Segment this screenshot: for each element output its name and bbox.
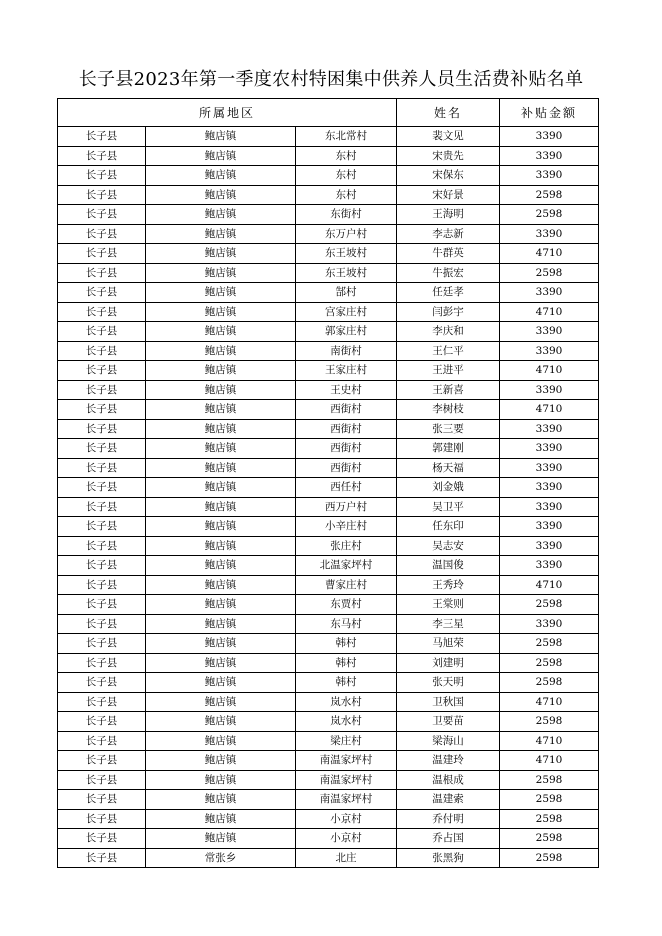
town-cell: 鲍店镇	[146, 653, 296, 673]
name-cell: 马旭荣	[397, 634, 500, 654]
county-cell: 长子县	[58, 263, 146, 283]
table-row	[58, 770, 599, 790]
amount-cell: 3390	[500, 478, 599, 498]
table-row	[58, 673, 599, 693]
county-cell: 长子县	[58, 224, 146, 244]
town-cell: 鲍店镇	[146, 302, 296, 322]
table-header-row	[58, 99, 599, 127]
table-row	[58, 263, 599, 283]
amount-cell: 3390	[500, 517, 599, 537]
county-cell: 长子县	[58, 692, 146, 712]
name-cell: 王新喜	[397, 380, 500, 400]
village-cell: 东王坡村	[296, 263, 397, 283]
county-cell: 长子县	[58, 634, 146, 654]
amount-cell: 2598	[500, 263, 599, 283]
amount-cell: 2598	[500, 205, 599, 225]
village-cell: 郭家庄村	[296, 322, 397, 342]
name-cell: 温建索	[397, 790, 500, 810]
village-cell: 韩村	[296, 653, 397, 673]
table-row	[58, 497, 599, 517]
table-row	[58, 575, 599, 595]
name-cell: 卫要苗	[397, 712, 500, 732]
amount-cell: 4710	[500, 400, 599, 420]
name-cell: 乔占国	[397, 829, 500, 849]
subsidy-table	[57, 98, 599, 868]
table-row	[58, 731, 599, 751]
name-cell: 任廷孝	[397, 283, 500, 303]
county-cell: 长子县	[58, 458, 146, 478]
town-cell: 鲍店镇	[146, 575, 296, 595]
table-row	[58, 751, 599, 771]
village-cell: 西街村	[296, 400, 397, 420]
table-row	[58, 809, 599, 829]
village-cell: 南街村	[296, 341, 397, 361]
village-cell: 西万户村	[296, 497, 397, 517]
village-cell: 东贾村	[296, 595, 397, 615]
amount-cell: 2598	[500, 790, 599, 810]
amount-cell: 2598	[500, 673, 599, 693]
table-row	[58, 380, 599, 400]
header-amount: 补贴金额	[500, 99, 599, 127]
county-cell: 长子县	[58, 322, 146, 342]
table-row	[58, 185, 599, 205]
county-cell: 长子县	[58, 419, 146, 439]
name-cell: 乔付明	[397, 809, 500, 829]
county-cell: 长子县	[58, 341, 146, 361]
table-row	[58, 556, 599, 576]
table-row	[58, 146, 599, 166]
name-cell: 温根成	[397, 770, 500, 790]
name-cell: 闫彭宇	[397, 302, 500, 322]
village-cell: 小京村	[296, 809, 397, 829]
county-cell: 长子县	[58, 751, 146, 771]
village-cell: 南温家坪村	[296, 790, 397, 810]
name-cell: 李三星	[397, 614, 500, 634]
town-cell: 鲍店镇	[146, 556, 296, 576]
village-cell: 宫家庄村	[296, 302, 397, 322]
county-cell: 长子县	[58, 439, 146, 459]
county-cell: 长子县	[58, 185, 146, 205]
name-cell: 张天明	[397, 673, 500, 693]
amount-cell: 4710	[500, 244, 599, 264]
name-cell: 李庆和	[397, 322, 500, 342]
name-cell: 刘金娥	[397, 478, 500, 498]
county-cell: 长子县	[58, 146, 146, 166]
village-cell: 韩村	[296, 634, 397, 654]
county-cell: 长子县	[58, 517, 146, 537]
amount-cell: 3390	[500, 614, 599, 634]
name-cell: 吴志安	[397, 536, 500, 556]
amount-cell: 2598	[500, 653, 599, 673]
amount-cell: 2598	[500, 809, 599, 829]
town-cell: 鲍店镇	[146, 127, 296, 147]
name-cell: 郭建刚	[397, 439, 500, 459]
table-row	[58, 166, 599, 186]
amount-cell: 2598	[500, 829, 599, 849]
amount-cell: 2598	[500, 595, 599, 615]
town-cell: 鲍店镇	[146, 497, 296, 517]
name-cell: 张三要	[397, 419, 500, 439]
table-row	[58, 536, 599, 556]
village-cell: 东村	[296, 185, 397, 205]
county-cell: 长子县	[58, 556, 146, 576]
amount-cell: 3390	[500, 322, 599, 342]
county-cell: 长子县	[58, 809, 146, 829]
amount-cell: 4710	[500, 751, 599, 771]
village-cell: 曹家庄村	[296, 575, 397, 595]
village-cell: 郜村	[296, 283, 397, 303]
county-cell: 长子县	[58, 205, 146, 225]
village-cell: 小辛庄村	[296, 517, 397, 537]
amount-cell: 3390	[500, 439, 599, 459]
table-row	[58, 790, 599, 810]
name-cell: 王棠则	[397, 595, 500, 615]
name-cell: 任东印	[397, 517, 500, 537]
town-cell: 鲍店镇	[146, 517, 296, 537]
table-body	[58, 127, 599, 868]
table-row	[58, 439, 599, 459]
town-cell: 鲍店镇	[146, 224, 296, 244]
village-cell: 王家庄村	[296, 361, 397, 381]
town-cell: 鲍店镇	[146, 244, 296, 264]
town-cell: 鲍店镇	[146, 673, 296, 693]
county-cell: 长子县	[58, 731, 146, 751]
town-cell: 鲍店镇	[146, 400, 296, 420]
town-cell: 鲍店镇	[146, 692, 296, 712]
town-cell: 鲍店镇	[146, 731, 296, 751]
village-cell: 北庄	[296, 848, 397, 868]
town-cell: 鲍店镇	[146, 439, 296, 459]
village-cell: 东村	[296, 166, 397, 186]
amount-cell: 3390	[500, 419, 599, 439]
village-cell: 南温家坪村	[296, 770, 397, 790]
table-row	[58, 517, 599, 537]
table-row	[58, 595, 599, 615]
table-row	[58, 127, 599, 147]
county-cell: 长子县	[58, 575, 146, 595]
village-cell: 东北常村	[296, 127, 397, 147]
county-cell: 长子县	[58, 536, 146, 556]
name-cell: 吴卫平	[397, 497, 500, 517]
name-cell: 裴文见	[397, 127, 500, 147]
amount-cell: 2598	[500, 185, 599, 205]
amount-cell: 2598	[500, 848, 599, 868]
village-cell: 东王坡村	[296, 244, 397, 264]
county-cell: 长子县	[58, 244, 146, 264]
county-cell: 长子县	[58, 380, 146, 400]
amount-cell: 4710	[500, 302, 599, 322]
town-cell: 鲍店镇	[146, 322, 296, 342]
table-row	[58, 419, 599, 439]
amount-cell: 2598	[500, 712, 599, 732]
village-cell: 西街村	[296, 419, 397, 439]
table-row	[58, 458, 599, 478]
name-cell: 张黑狗	[397, 848, 500, 868]
name-cell: 杨天福	[397, 458, 500, 478]
town-cell: 鲍店镇	[146, 751, 296, 771]
amount-cell: 3390	[500, 146, 599, 166]
county-cell: 长子县	[58, 829, 146, 849]
town-cell: 常张乡	[146, 848, 296, 868]
table-row	[58, 712, 599, 732]
town-cell: 鲍店镇	[146, 458, 296, 478]
table-row	[58, 302, 599, 322]
town-cell: 鲍店镇	[146, 478, 296, 498]
county-cell: 长子县	[58, 848, 146, 868]
name-cell: 王海明	[397, 205, 500, 225]
name-cell: 卫秋国	[397, 692, 500, 712]
village-cell: 东万户村	[296, 224, 397, 244]
village-cell: 西任村	[296, 478, 397, 498]
village-cell: 东马村	[296, 614, 397, 634]
table-row	[58, 322, 599, 342]
table-row	[58, 205, 599, 225]
amount-cell: 4710	[500, 575, 599, 595]
county-cell: 长子县	[58, 283, 146, 303]
name-cell: 牛振宏	[397, 263, 500, 283]
table-row	[58, 244, 599, 264]
town-cell: 鲍店镇	[146, 790, 296, 810]
amount-cell: 2598	[500, 634, 599, 654]
town-cell: 鲍店镇	[146, 536, 296, 556]
amount-cell: 3390	[500, 497, 599, 517]
county-cell: 长子县	[58, 400, 146, 420]
table-row	[58, 400, 599, 420]
town-cell: 鲍店镇	[146, 361, 296, 381]
amount-cell: 3390	[500, 127, 599, 147]
name-cell: 王秀玲	[397, 575, 500, 595]
village-cell: 北温家坪村	[296, 556, 397, 576]
town-cell: 鲍店镇	[146, 185, 296, 205]
town-cell: 鲍店镇	[146, 146, 296, 166]
table-row	[58, 341, 599, 361]
village-cell: 西街村	[296, 439, 397, 459]
county-cell: 长子县	[58, 712, 146, 732]
county-cell: 长子县	[58, 673, 146, 693]
amount-cell: 3390	[500, 458, 599, 478]
table-row	[58, 829, 599, 849]
town-cell: 鲍店镇	[146, 829, 296, 849]
header-name: 姓名	[397, 99, 500, 127]
amount-cell: 3390	[500, 166, 599, 186]
county-cell: 长子县	[58, 614, 146, 634]
name-cell: 李树枝	[397, 400, 500, 420]
name-cell: 牛群英	[397, 244, 500, 264]
name-cell: 宋贵先	[397, 146, 500, 166]
town-cell: 鲍店镇	[146, 341, 296, 361]
amount-cell: 4710	[500, 692, 599, 712]
town-cell: 鲍店镇	[146, 283, 296, 303]
name-cell: 王仁平	[397, 341, 500, 361]
town-cell: 鲍店镇	[146, 166, 296, 186]
county-cell: 长子县	[58, 790, 146, 810]
table-row	[58, 692, 599, 712]
county-cell: 长子县	[58, 653, 146, 673]
village-cell: 韩村	[296, 673, 397, 693]
name-cell: 刘建明	[397, 653, 500, 673]
county-cell: 长子县	[58, 361, 146, 381]
village-cell: 王史村	[296, 380, 397, 400]
table-row	[58, 848, 599, 868]
county-cell: 长子县	[58, 497, 146, 517]
table-row	[58, 653, 599, 673]
village-cell: 南温家坪村	[296, 751, 397, 771]
town-cell: 鲍店镇	[146, 809, 296, 829]
town-cell: 鲍店镇	[146, 419, 296, 439]
amount-cell: 3390	[500, 341, 599, 361]
county-cell: 长子县	[58, 595, 146, 615]
name-cell: 温国俊	[397, 556, 500, 576]
village-cell: 岚水村	[296, 692, 397, 712]
town-cell: 鲍店镇	[146, 595, 296, 615]
table-row	[58, 361, 599, 381]
document-title: 长子县2023年第一季度农村特困集中供养人员生活费补贴名单	[78, 69, 584, 90]
amount-cell: 3390	[500, 224, 599, 244]
village-cell: 梁庄村	[296, 731, 397, 751]
name-cell: 李志新	[397, 224, 500, 244]
village-cell: 东村	[296, 146, 397, 166]
table-row	[58, 283, 599, 303]
town-cell: 鲍店镇	[146, 712, 296, 732]
town-cell: 鲍店镇	[146, 380, 296, 400]
name-cell: 温建玲	[397, 751, 500, 771]
county-cell: 长子县	[58, 770, 146, 790]
name-cell: 宋保东	[397, 166, 500, 186]
header-region: 所属地区	[58, 99, 397, 127]
amount-cell: 3390	[500, 283, 599, 303]
amount-cell: 4710	[500, 361, 599, 381]
table-row	[58, 224, 599, 244]
town-cell: 鲍店镇	[146, 770, 296, 790]
name-cell: 王进平	[397, 361, 500, 381]
table-row	[58, 634, 599, 654]
amount-cell: 4710	[500, 731, 599, 751]
village-cell: 西街村	[296, 458, 397, 478]
town-cell: 鲍店镇	[146, 263, 296, 283]
village-cell: 张庄村	[296, 536, 397, 556]
amount-cell: 2598	[500, 770, 599, 790]
village-cell: 小京村	[296, 829, 397, 849]
village-cell: 岚水村	[296, 712, 397, 732]
town-cell: 鲍店镇	[146, 205, 296, 225]
amount-cell: 3390	[500, 556, 599, 576]
town-cell: 鲍店镇	[146, 614, 296, 634]
county-cell: 长子县	[58, 478, 146, 498]
town-cell: 鲍店镇	[146, 634, 296, 654]
county-cell: 长子县	[58, 166, 146, 186]
county-cell: 长子县	[58, 302, 146, 322]
amount-cell: 3390	[500, 536, 599, 556]
amount-cell: 3390	[500, 380, 599, 400]
village-cell: 东街村	[296, 205, 397, 225]
table-row	[58, 614, 599, 634]
table-row	[58, 478, 599, 498]
name-cell: 梁海山	[397, 731, 500, 751]
county-cell: 长子县	[58, 127, 146, 147]
name-cell: 宋好景	[397, 185, 500, 205]
